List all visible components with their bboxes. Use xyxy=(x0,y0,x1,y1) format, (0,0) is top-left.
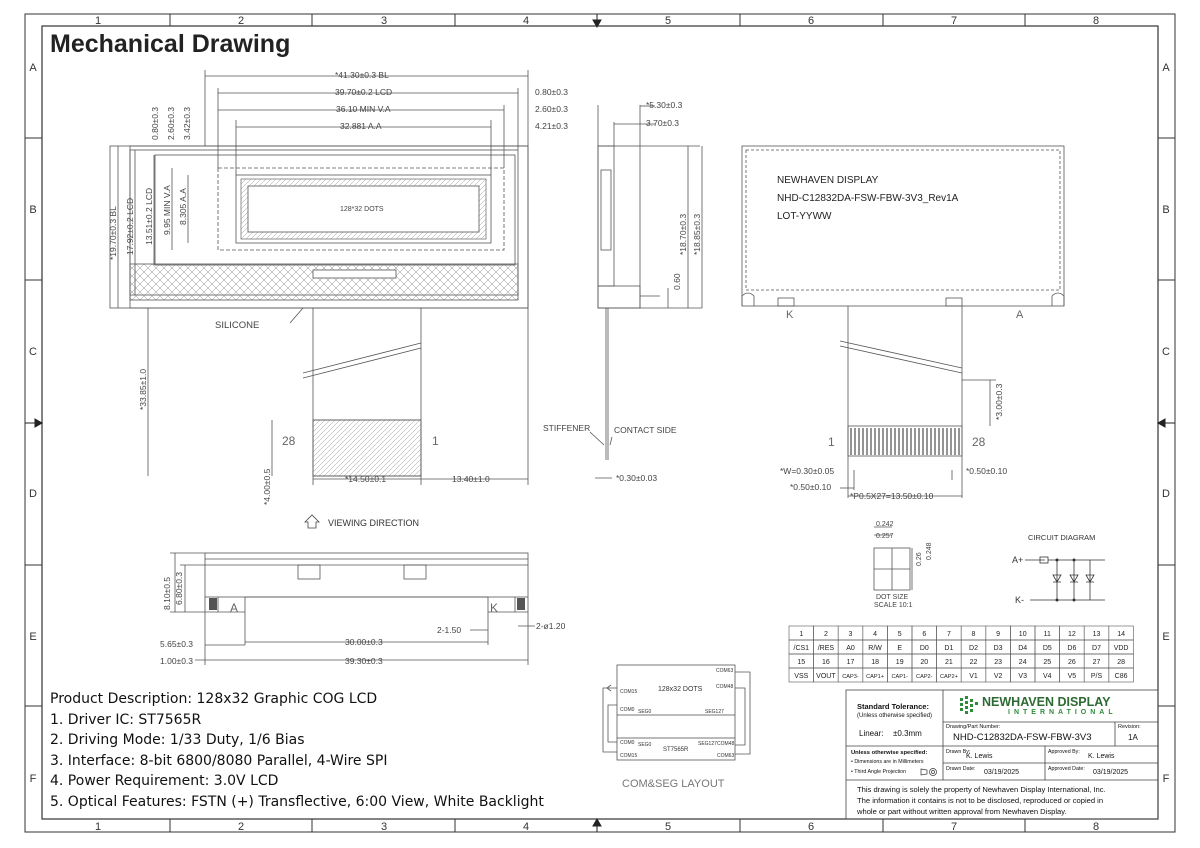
rear-pin-28: 28 xyxy=(972,435,986,449)
side-view xyxy=(590,105,702,478)
dim-va-height: 9.95 MIN V.A xyxy=(162,185,172,235)
pin-table-text: 12 xyxy=(1068,631,1076,638)
rear-a-label: A xyxy=(1016,309,1024,321)
tolerance-sub: (Unless otherwise specified) xyxy=(857,713,933,719)
row-label-a-left: A xyxy=(29,62,37,74)
revision-value: 1A xyxy=(1128,733,1138,742)
row-label-d-right: D xyxy=(1162,488,1170,500)
pin-table-text: 22 xyxy=(969,659,978,666)
bottom-k-label: K xyxy=(490,601,499,615)
circuit-diagram-title: CIRCUIT DIAGRAM xyxy=(1028,533,1096,542)
circuit-diagram xyxy=(1025,557,1105,600)
dim-side-1885: *18.85±0.3 xyxy=(692,213,702,255)
pin-table-text: P/S xyxy=(1090,673,1103,680)
approved-by: K. Lewis xyxy=(1088,753,1115,760)
dim-fpc-left: *14.50±0.1 xyxy=(345,474,387,484)
col-label-4-top: 4 xyxy=(522,15,530,27)
part-number: NHD-C12832DA-FSW-FBW-3V3 xyxy=(953,732,1092,743)
pin-table-text: 8 xyxy=(971,631,976,638)
logo-name: NEWHAVEN DISPLAY xyxy=(982,695,1111,709)
col-label-6-bottom: 6 xyxy=(807,821,815,833)
pin-table-text: D2 xyxy=(969,645,978,652)
pin-table-text: 1 xyxy=(799,631,804,638)
pin-table-text: 20 xyxy=(920,659,929,666)
description-line-6: 5. Optical Features: FSTN (+) Transflective, 6:00 View, White Backlight xyxy=(50,793,544,810)
dim-bottom-3000: 30.00±0.3 xyxy=(345,637,383,647)
circuit-a-plus: A+ xyxy=(1012,555,1024,565)
part-number-label: Drawing/Part Number: xyxy=(946,724,1001,730)
row-label-a-right: A xyxy=(1162,62,1170,74)
col-label-7-top: 7 xyxy=(950,15,958,27)
pin-table-text: 10 xyxy=(1018,631,1027,638)
bottom-a-label: A xyxy=(230,601,239,615)
notice-line-2: The information it contains is not to be disclosed, reproduced or copied in xyxy=(857,796,1104,805)
dim-fpc-right: 13.40±1.0 xyxy=(452,474,490,484)
dim-side-1870: *18.70±0.3 xyxy=(678,213,688,255)
dim-left-v-260: 2.60±0.3 xyxy=(166,106,176,140)
viewing-direction-arrow xyxy=(305,515,319,528)
pin-table-text: 28 xyxy=(1117,659,1125,666)
seg127-top: SEG127 xyxy=(705,709,724,715)
dim-bl-width: *41.30±0.3 BL xyxy=(335,70,389,80)
description-line-5: 4. Power Requirement: 3.0V LCD xyxy=(50,773,279,789)
col-label-2-top: 2 xyxy=(237,15,245,27)
dim-bottom-hole: 2-ø1.20 xyxy=(536,621,566,631)
pin-28-label: 28 xyxy=(282,434,296,448)
fpc-pins xyxy=(851,428,959,455)
page-title: Mechanical Drawing xyxy=(50,30,291,58)
dot-dim-026: 0.26 xyxy=(916,552,923,566)
dim-left-050: *0.50±0.10 xyxy=(790,482,832,492)
pin-table-text: V2 xyxy=(993,673,1003,680)
pin-table-text: /RES xyxy=(817,645,835,652)
pin-table-text: CAP2+ xyxy=(939,674,958,680)
pin-table-text: V5 xyxy=(1067,673,1077,680)
linear-label: Linear: xyxy=(859,729,884,738)
dim-bottom-3930: 39.30±0.3 xyxy=(345,656,383,666)
dim-bottom-100: 1.00±0.3 xyxy=(160,656,194,666)
dim-lcd-height: 17.92±0.2 LCD xyxy=(125,197,135,255)
pin-table-text: D6 xyxy=(1067,645,1077,652)
rear-k-label: K xyxy=(786,309,794,321)
dim-lcd-width: 39.70±0.2 LCD xyxy=(335,87,393,97)
notice-line-1: This drawing is solely the property of Newhaven Display International, Inc. xyxy=(857,785,1106,794)
com48-bottom: COM48 xyxy=(717,741,735,747)
col-label-5-top: 5 xyxy=(664,15,672,27)
dim-bottom-810: 8.10±0.5 xyxy=(162,576,172,610)
projection-note: • Third Angle Projection xyxy=(851,769,907,775)
approved-by-label: Approved By: xyxy=(1048,749,1080,755)
description-line-3: 2. Driving Mode: 1/33 Duty, 1/6 Bias xyxy=(50,732,305,748)
pin-table-text: A0 xyxy=(846,645,855,652)
dim-tail-length: *4.00±0.5 xyxy=(262,468,272,505)
pin-table-text: 14 xyxy=(1117,631,1125,638)
chip-label: ST7565R xyxy=(663,747,689,753)
tolerance-title: Standard Tolerance: xyxy=(857,702,929,711)
rear-pin-1: 1 xyxy=(828,435,835,449)
description-line-4: 3. Interface: 8-bit 6800/8080 Parallel, 4-Wire SPI xyxy=(50,752,388,769)
col-label-1-bottom: 1 xyxy=(94,821,102,833)
dim-right-050: *0.50±0.10 xyxy=(966,466,1008,476)
pin-table-text: 2 xyxy=(823,631,828,638)
row-label-e-left: E xyxy=(29,631,37,643)
dim-right-080: 0.80±0.3 xyxy=(535,87,569,97)
pin-table-text: VOUT xyxy=(816,673,836,680)
dim-bottom-565: 5.65±0.3 xyxy=(160,639,194,649)
notice-line-3: whole or part without written approval from Newhaven Display. xyxy=(857,807,1067,816)
silicone-label: SILICONE xyxy=(215,320,260,331)
approved-date-label: Approved Date: xyxy=(1048,766,1085,772)
drawn-by: K. Lewis xyxy=(966,753,993,760)
pin-table-text: CAP2- xyxy=(916,674,933,680)
unless-specified: Unless otherwise specified: xyxy=(851,750,928,756)
pin-table-text: 4 xyxy=(873,631,878,638)
stiffener-label: STIFFENER xyxy=(543,423,591,433)
pin-table-text: 15 xyxy=(797,659,806,666)
pin-table-text: 3 xyxy=(848,631,853,638)
rear-label-line-3: LOT-YYWW xyxy=(777,211,832,222)
dots-layout-label: 128x32 DOTS xyxy=(658,686,703,693)
pin-table-text: 17 xyxy=(846,659,855,666)
drawn-date-label: Drawn Date: xyxy=(946,766,976,772)
pin-table-text: 18 xyxy=(871,659,879,666)
dim-right-421: 4.21±0.3 xyxy=(535,121,569,131)
dot-dim-0248: 0.248 xyxy=(926,542,933,560)
dim-bottom-680: 6.80±0.3 xyxy=(174,571,184,605)
dot-dim-0257: 0.257 xyxy=(876,533,894,540)
com63-top: COM63 xyxy=(716,668,734,674)
drawn-date: 03/19/2025 xyxy=(984,769,1020,776)
pin-table-text: D0 xyxy=(919,645,929,652)
pin-table-text: 9 xyxy=(996,631,1001,638)
col-label-1-top: 1 xyxy=(94,15,102,27)
pin-table-text: E xyxy=(897,645,903,652)
pin-table-text: 7 xyxy=(946,631,951,638)
description-line-1: Product Description: 128x32 Graphic COG LCD xyxy=(50,691,378,707)
dot-dim-0242: 0.242 xyxy=(876,521,894,528)
pin-table-text: CAP1+ xyxy=(866,674,885,680)
rear-label-line-2: NHD-C12832DA-FSW-FBW-3V3_Rev1A xyxy=(777,193,959,204)
dim-pin-width: *W=0.30±0.05 xyxy=(780,466,835,476)
revision-label: Revision: xyxy=(1118,724,1141,730)
pin-table-text: CAP1- xyxy=(891,674,908,680)
col-label-8-bottom: 8 xyxy=(1092,821,1100,833)
seg0-top: SEG0 xyxy=(638,709,652,715)
pin-table-text: D3 xyxy=(993,645,1003,652)
pin-table-text: 19 xyxy=(895,659,904,666)
col-label-3-bottom: 3 xyxy=(380,821,388,833)
row-label-b-left: B xyxy=(29,204,37,216)
dot-size-label: DOT SIZE xyxy=(876,594,909,601)
pin-table-text: 5 xyxy=(897,631,902,638)
dimensions-note: • Dimensions are in Millimeters xyxy=(851,759,924,765)
dim-pitch: *P0.5X27=13.50±0.10 xyxy=(850,491,934,501)
viewing-direction-label: VIEWING DIRECTION xyxy=(328,518,420,528)
dim-fpc-length: *3.00±0.3 xyxy=(994,383,1004,420)
rear-label-line-1: NEWHAVEN DISPLAY xyxy=(777,175,879,186)
dim-side-060: 0.60 xyxy=(672,273,682,290)
approved-date: 03/19/2025 xyxy=(1093,769,1129,776)
com15-top: COM15 xyxy=(620,689,638,695)
pin-table-text: VSS xyxy=(794,673,809,680)
circuit-k-minus: K- xyxy=(1015,595,1024,605)
col-label-3-top: 3 xyxy=(380,15,388,27)
bottom-pin-right xyxy=(517,598,525,610)
pin-table-text: 13 xyxy=(1092,631,1101,638)
row-label-b-right: B xyxy=(1162,204,1170,216)
row-label-c-right: C xyxy=(1162,346,1170,358)
bottom-pin-left xyxy=(209,598,217,610)
dim-right-260: 2.60±0.3 xyxy=(535,104,569,114)
pin-1-label: 1 xyxy=(432,434,439,448)
pin-table-text: C86 xyxy=(1114,673,1128,680)
pin-table-text: CAP3- xyxy=(842,674,859,680)
col-label-8-top: 8 xyxy=(1092,15,1100,27)
pin-table-text: D5 xyxy=(1042,645,1052,652)
logo-sub: INTERNATIONAL xyxy=(1008,709,1117,716)
pin-table-text: V4 xyxy=(1043,673,1052,680)
com63-bottom: COM63 xyxy=(717,753,735,759)
dim-aa-height: 8.305 A.A xyxy=(178,188,188,225)
com-seg-layout-label: COM&SEG LAYOUT xyxy=(622,778,725,790)
pin-table-text: V1 xyxy=(969,673,978,680)
pin-table-text: 16 xyxy=(822,659,830,666)
pin-table-text: VDD xyxy=(1113,645,1129,652)
dim-bl-height: *19.70±0.3 BL xyxy=(108,206,118,260)
dim-left-v-342: 3.42±0.3 xyxy=(182,106,192,140)
seg127-bottom: SEG127 xyxy=(698,741,717,747)
dim-side-370: 3.70±0.3 xyxy=(646,118,680,128)
pin-table-text: /CS1 xyxy=(793,645,810,652)
pin-table-text: 25 xyxy=(1043,659,1052,666)
col-label-7-bottom: 7 xyxy=(950,821,958,833)
row-label-d-left: D xyxy=(29,488,37,500)
dim-side-530: *5.30±0.3 xyxy=(646,100,683,110)
col-label-4-bottom: 4 xyxy=(522,821,530,833)
dots-label: 128*32 DOTS xyxy=(340,206,384,213)
pin-table-text: D4 xyxy=(1018,645,1028,652)
row-label-c-left: C xyxy=(29,346,37,358)
projection-symbol-icon xyxy=(920,767,938,777)
dot-scale-label: SCALE 10:1 xyxy=(874,602,913,609)
dim-bottom-150: 2-1.50 xyxy=(437,625,462,635)
drawn-by-label: Drawn By: xyxy=(946,749,971,755)
bottom-view xyxy=(170,553,535,665)
product-description xyxy=(50,689,544,812)
pin-table-text: 21 xyxy=(945,659,953,666)
col-label-5-bottom: 5 xyxy=(664,821,672,833)
col-label-6-top: 6 xyxy=(807,15,815,27)
dim-left-v-080: 0.80±0.3 xyxy=(150,106,160,140)
pin-table-text: 23 xyxy=(994,659,1002,666)
com48-top: COM48 xyxy=(716,684,734,690)
pin-table-text: V3 xyxy=(1018,673,1027,680)
pin-table-text: 11 xyxy=(1043,631,1051,638)
pin-table-text: 24 xyxy=(1018,659,1027,666)
pin-table-text: D1 xyxy=(944,645,954,652)
com0-bottom: COM0 xyxy=(620,740,635,746)
row-label-f-left: F xyxy=(29,773,37,785)
linear-value: ±0.3mm xyxy=(893,729,922,738)
pin-table-text: 6 xyxy=(922,631,927,638)
dim-va-width: 36.10 MIN V.A xyxy=(336,104,391,114)
row-label-e-right: E xyxy=(1162,631,1170,643)
dim-total-height: *33.85±1.0 xyxy=(138,368,148,410)
row-label-f-right: F xyxy=(1162,773,1170,785)
seg0-bottom: SEG0 xyxy=(638,742,652,748)
com0-top: COM0 xyxy=(620,707,635,713)
pin-table-text: R/W xyxy=(868,645,882,652)
logo-mark xyxy=(960,696,978,714)
pin-table-text: 26 xyxy=(1068,659,1076,666)
dim-aa-width: 32.881 A.A xyxy=(340,121,382,131)
contact-side-label: CONTACT SIDE xyxy=(614,425,677,435)
col-label-2-bottom: 2 xyxy=(237,821,245,833)
com15-bottom: COM15 xyxy=(620,753,638,759)
pin-table xyxy=(789,626,1133,682)
dim-side-thickness: *0.30±0.03 xyxy=(616,473,658,483)
description-line-2: 1. Driver IC: ST7565R xyxy=(50,711,202,728)
pin-table-text: 27 xyxy=(1092,659,1101,666)
dim-lcd-inner: 13.51±0.2 LCD xyxy=(144,187,154,245)
pin-table-text: D7 xyxy=(1092,645,1101,652)
